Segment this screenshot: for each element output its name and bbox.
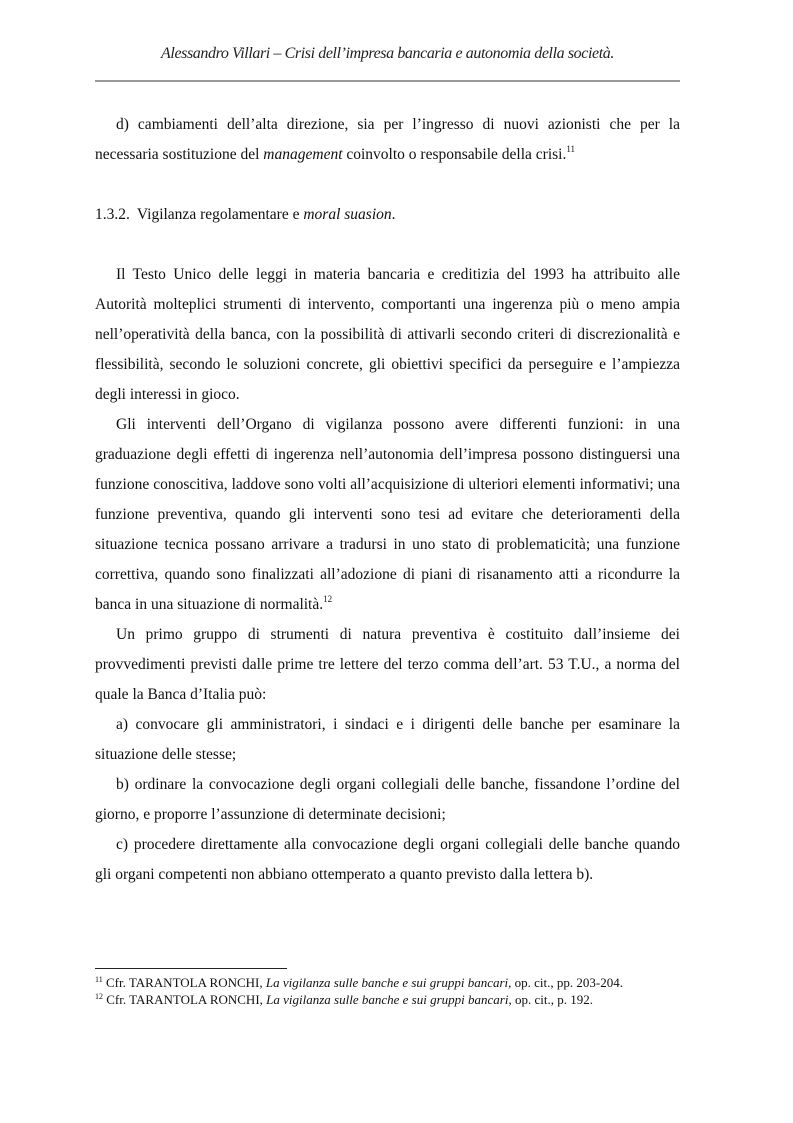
footnote-ref-12[interactable]: 12 (323, 594, 333, 604)
section-title-italic: moral suasion (303, 206, 392, 223)
intro-text-italic: management (263, 146, 343, 163)
running-header: Alessandro Villari – Crisi dell’impresa bancaria e autonomia della società. (161, 45, 614, 62)
footnote-number: 11 (95, 975, 103, 984)
section-number: 1.3.2. (95, 206, 130, 223)
footnotes (95, 974, 695, 1008)
header-divider (95, 80, 680, 82)
list-item-a: a) convocare gli amministratori, i sindaci e i dirigenti delle banche per esaminare la situazione delle stesse; (95, 716, 680, 763)
footnote-text-a: Cfr. TARANTOLA RONCHI, (102, 975, 266, 990)
footnote-text-b: , op. cit., pp. 203-204. (508, 975, 623, 990)
intro-text-b: coinvolto o responsabile della crisi. (342, 146, 567, 163)
section-heading (95, 200, 680, 230)
footnote-text-b: , op. cit., p. 192. (508, 992, 593, 1007)
footnote-text-a: Cfr. TARANTOLA RONCHI, (103, 992, 267, 1007)
footnote-number: 12 (95, 992, 103, 1001)
intro-paragraph (95, 110, 680, 170)
paragraph-2-text: Gli interventi dell’Organo di vigilanza possono avere differenti funzioni: in una graduazione degli effetti di ingerenza nell’autonomia dell’impresa possono distinguersi una funzione conoscitiva, laddove sono volti all’acquisizione di ulteriori elementi informativi; una funzione preventiva, quando gli interventi sono tesi ad evitare che deterioramenti della situazione tecnica possano arrivare a tradursi in uno stato di problematicità; una funzione correttiva, quando sono finalizzati all’adozione di piani di risanamento atti a ricondurre la banca in una situazione di normalità. (95, 416, 680, 613)
footnote-ref-11[interactable]: 11 (566, 144, 576, 154)
list-item-c: c) procedere direttamente alla convocazione degli organi collegiali delle banche quando gli organi competenti non abbiano ottemperato a quanto previsto dalla lettera b). (95, 836, 680, 883)
footnote-title: La vigilanza sulle banche e sui gruppi bancari (265, 975, 509, 990)
footnote-12 (95, 991, 695, 1008)
section-title-a: Vigilanza regolamentare e (136, 206, 304, 223)
paragraph-2 (95, 410, 680, 620)
paragraph-3: Un primo gruppo di strumenti di natura preventiva è costituito dall’insieme dei provvedimenti previsti dalle prime tre lettere del terzo comma dell’art. 53 T.U., a norma del quale la Banca d’Italia può: (95, 626, 680, 703)
body-text (95, 110, 680, 890)
paragraph-1: Il Testo Unico delle leggi in materia bancaria e creditizia del 1993 ha attribuito alle Autorità molteplici strumenti di intervento, comportanti una ingerenza più o meno ampia nell’operatività della banca, con la possibilità di attivarli secondo criteri di discrezionalità e flessibilità, secondo le soluzioni concrete, gli obiettivi specifici da perseguire e l’ampiezza degli interessi in gioco. (95, 266, 680, 403)
list-item-b: b) ordinare la convocazione degli organi collegiali delle banche, fissandone l’ordine del giorno, e proporre l’assunzione di determinate decisioni; (95, 776, 680, 823)
footnote-title: La vigilanza sulle banche e sui gruppi bancari (266, 992, 509, 1007)
intro-text-a: d) cambiamenti dell’alta direzione, sia per l’ingresso di nuovi azionisti che per la necessaria sostituzione del (95, 116, 680, 163)
footnote-divider (95, 968, 287, 969)
footnote-11 (95, 974, 695, 991)
section-title-b: . (391, 206, 396, 223)
